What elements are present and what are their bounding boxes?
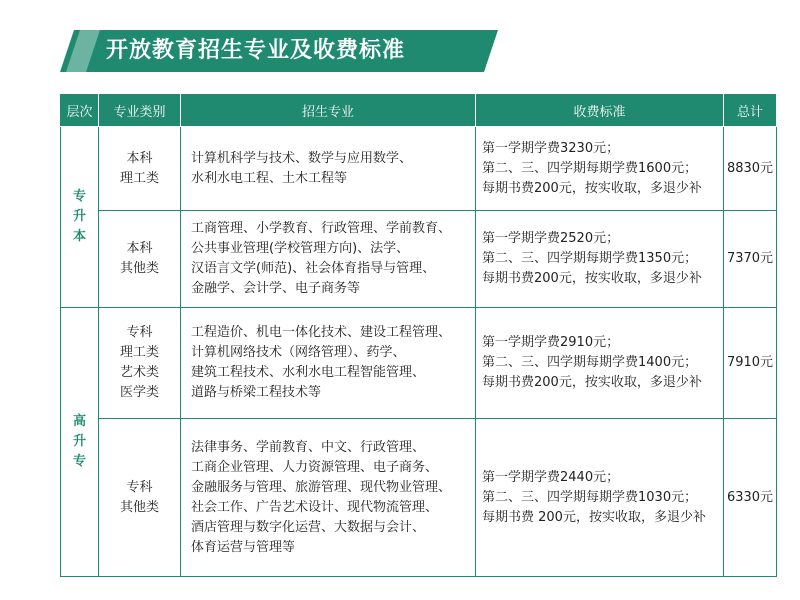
major-line: 水利水电工程、土木工程等: [191, 170, 348, 186]
fee-line: 第一学期学费2520元；: [482, 231, 620, 246]
majors-cell: [181, 127, 476, 211]
fee-line: 第二、三、四学期每期学费1030元；: [482, 489, 698, 505]
category-cell: [99, 308, 181, 419]
major-line: 金融学、会计学、电子商务等: [191, 281, 361, 296]
category-cell: [99, 419, 181, 577]
major-line: 建筑工程技术、水利水电工程智能管理、: [191, 365, 426, 380]
fee-line: 每期书费200元，按实收取，多退少补: [482, 271, 702, 286]
category-line: 专科: [126, 325, 153, 340]
table-row: [61, 127, 777, 211]
major-line: 道路与桥梁工程技术等: [191, 385, 322, 400]
level-char: 本: [72, 229, 86, 244]
fee-line: 第二、三、四学期每期学费1400元；: [482, 355, 698, 370]
fee-table: [60, 93, 777, 577]
header-total: 总计: [724, 94, 777, 127]
level-char: 升: [72, 434, 86, 449]
level-char: 专: [72, 189, 86, 204]
level-cell: [61, 308, 99, 577]
level-char: 升: [72, 209, 86, 224]
fees-cell: [476, 308, 724, 419]
table-row: [61, 419, 777, 577]
category-cell: [99, 211, 181, 308]
level-char: 高: [72, 414, 86, 429]
category-line: 专科: [126, 479, 153, 495]
header-category: 专业类别: [99, 94, 181, 127]
major-line: 工商管理、小学教育、行政管理、学前教育、: [191, 221, 452, 236]
level-char: 专: [72, 454, 86, 469]
title-banner: [60, 30, 498, 72]
category-line: 本科: [126, 150, 153, 166]
total-cell: 7370元: [724, 211, 777, 308]
category-line: 本科: [126, 241, 153, 256]
category-line: 其他类: [119, 261, 159, 276]
fee-line: 第一学期学费3230元；: [482, 140, 620, 156]
majors-cell: [181, 308, 476, 419]
category-line: 理工类: [119, 170, 159, 186]
major-line: 汉语言文学(师范)、社会体育指导与管理、: [191, 261, 436, 276]
majors-cell: [181, 419, 476, 577]
major-line: 计算机网络技术（网络管理）、药学、: [191, 345, 406, 360]
page-title: 开放教育招生专业及收费标准: [106, 38, 406, 63]
fee-line: 第一学期学费2440元；: [482, 469, 620, 485]
fee-line: 第二、三、四学期每期学费1600元；: [482, 160, 698, 176]
major-line: 工商企业管理、人力资源管理、电子商务、: [191, 459, 439, 475]
category-line: 其他类: [119, 499, 159, 515]
major-line: 计算机科学与技术、数学与应用数学、: [191, 150, 413, 166]
header-fees: 收费标准: [476, 94, 724, 127]
category-line: 理工类: [119, 345, 159, 360]
category-line: 艺术类: [119, 365, 159, 380]
fees-cell: [476, 127, 724, 211]
fees-cell: [476, 211, 724, 308]
fee-line: 第一学期学费2910元；: [482, 335, 620, 350]
header-level: 层次: [61, 94, 99, 127]
major-line: 公共事业管理(学校管理方向)、法学、: [191, 241, 410, 256]
fee-line: 每期书费200元，按实收取，多退少补: [482, 180, 702, 196]
major-line: 社会工作、广告艺术设计、现代物流管理、: [191, 499, 439, 515]
fee-line: 每期书费 200元，按实收取，多退少补: [482, 509, 706, 525]
table-header-row: [61, 94, 777, 127]
major-line: 体育运营与管理等: [191, 539, 296, 555]
level-cell: [61, 127, 99, 308]
major-line: 金融服务与管理、旅游管理、现代物业管理、: [191, 479, 452, 495]
total-cell: 7910元: [724, 308, 777, 419]
header-majors: 招生专业: [181, 94, 476, 127]
fee-line: 第二、三、四学期每期学费1350元；: [482, 251, 698, 266]
major-line: 酒店管理与数字化运营、大数据与会计、: [191, 519, 426, 535]
fees-cell: [476, 419, 724, 577]
total-cell: 8830元: [724, 127, 777, 211]
category-line: 医学类: [119, 385, 159, 400]
major-line: 法律事务、学前教育、中文、行政管理、: [191, 439, 426, 455]
table-row: [61, 308, 777, 419]
major-line: 工程造价、机电一体化技术、建设工程管理、: [191, 325, 452, 340]
total-cell: 6330元: [724, 419, 777, 577]
table-row: [61, 211, 777, 308]
majors-cell: [181, 211, 476, 308]
category-cell: [99, 127, 181, 211]
fee-line: 每期书费200元，按实收取，多退少补: [482, 375, 702, 390]
